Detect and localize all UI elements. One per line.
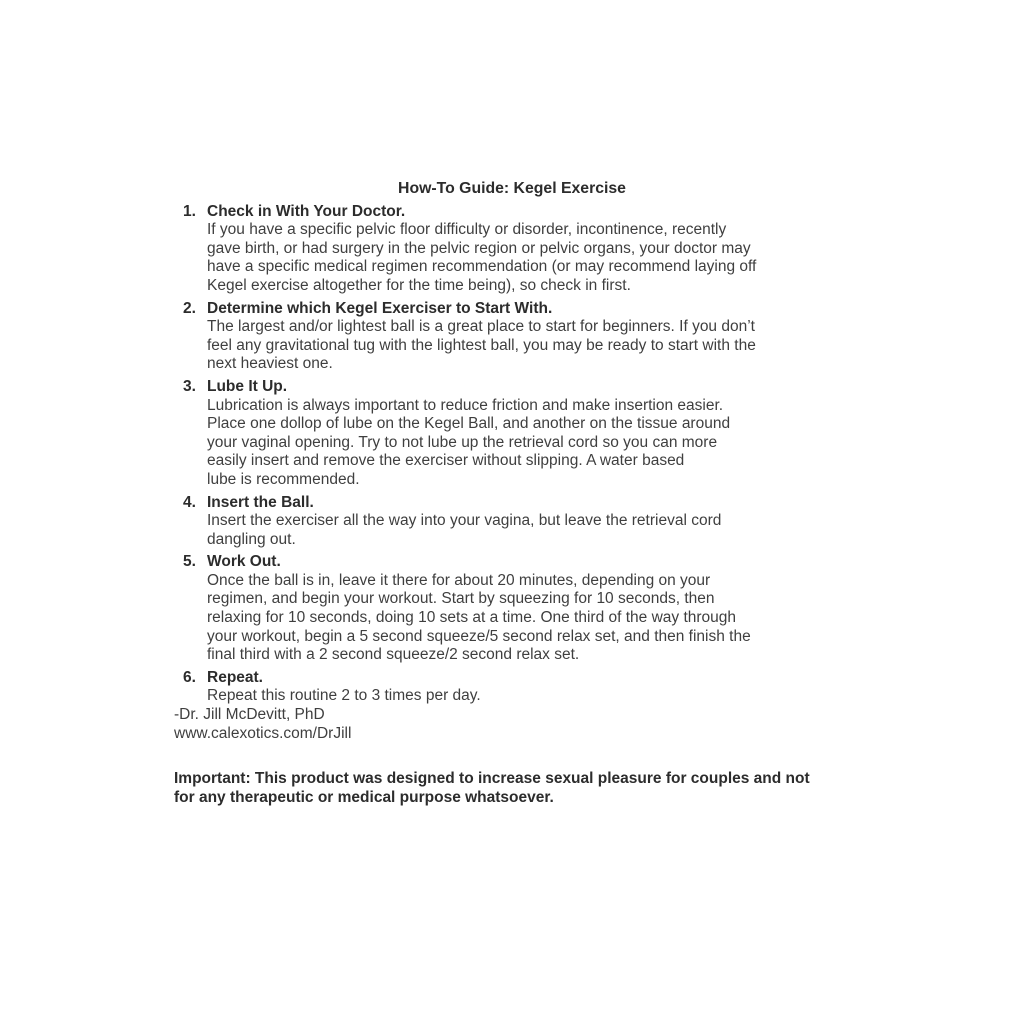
step-item bbox=[174, 494, 850, 550]
step-heading: Work Out. bbox=[207, 553, 281, 571]
important-disclaimer: Important: This product was designed to increase sexual pleasure for couples and not for any therapeutic or medical purpose whatsoever. bbox=[174, 770, 810, 806]
step-heading: Check in With Your Doctor. bbox=[207, 202, 406, 220]
step-item bbox=[174, 553, 850, 665]
step-number: 2. bbox=[183, 299, 196, 317]
step-heading: Determine which Kegel Exerciser to Start With. bbox=[207, 299, 553, 317]
step-header bbox=[174, 203, 850, 222]
step-item bbox=[174, 203, 850, 296]
step-body: If you have a specific pelvic floor difficulty or disorder, incontinence, recently gave birth, or had surgery in the pelvic region or pelvic organs, your doctor may have a specific medical regimen recommendation (or may recommend laying off Kegel exercise altogether for the time being), so check in first. bbox=[207, 221, 757, 294]
step-number: 5. bbox=[183, 553, 196, 571]
step-item bbox=[174, 378, 850, 490]
step-header bbox=[174, 553, 850, 572]
step-heading: Lube It Up. bbox=[207, 377, 288, 395]
step-header bbox=[174, 669, 850, 688]
page-title: How-To Guide: Kegel Exercise bbox=[398, 180, 626, 197]
step-header bbox=[174, 300, 850, 319]
step-item bbox=[174, 300, 850, 374]
guide-content bbox=[174, 180, 850, 807]
step-header bbox=[174, 494, 850, 513]
step-number: 3. bbox=[183, 377, 196, 395]
step-number: 4. bbox=[183, 493, 196, 511]
step-number: 1. bbox=[183, 202, 196, 220]
step-heading: Insert the Ball. bbox=[207, 493, 314, 511]
step-heading: Repeat. bbox=[207, 668, 263, 686]
step-item bbox=[174, 669, 850, 706]
step-body: Once the ball is in, leave it there for about 20 minutes, depending on your regimen, and begin your workout. Start by squeezing for 10 seconds, then relaxing for 10 seconds, doing 10 sets at a time. One third of the way through your workout, begin a 5 second squeeze/5 second relax set, and then finish the final third with a 2 second squeeze/2 second relax set. bbox=[207, 571, 751, 664]
website-text: www.calexotics.com/DrJill bbox=[174, 724, 352, 742]
author-signature: -Dr. Jill McDevitt, PhD bbox=[174, 706, 325, 724]
step-header bbox=[174, 378, 850, 397]
step-body: Lubrication is always important to reduce friction and make insertion easier. Place one dollop of lube on the Kegel Ball, and another on the tissue around your vaginal opening. Try to not lube up the retrieval cord so you can more easily insert and remove the exerciser without slipping. A water based lube is recommended. bbox=[207, 396, 731, 488]
step-body: Repeat this routine 2 to 3 times per day. bbox=[207, 687, 481, 705]
step-body: The largest and/or lightest ball is a great place to start for beginners. If you don’t feel any gravitational tug with the lightest ball, you may be ready to start with the next heaviest one. bbox=[207, 318, 756, 373]
step-body: Insert the exerciser all the way into your vagina, but leave the retrieval cord dangling out. bbox=[207, 512, 722, 548]
step-number: 6. bbox=[183, 668, 196, 686]
